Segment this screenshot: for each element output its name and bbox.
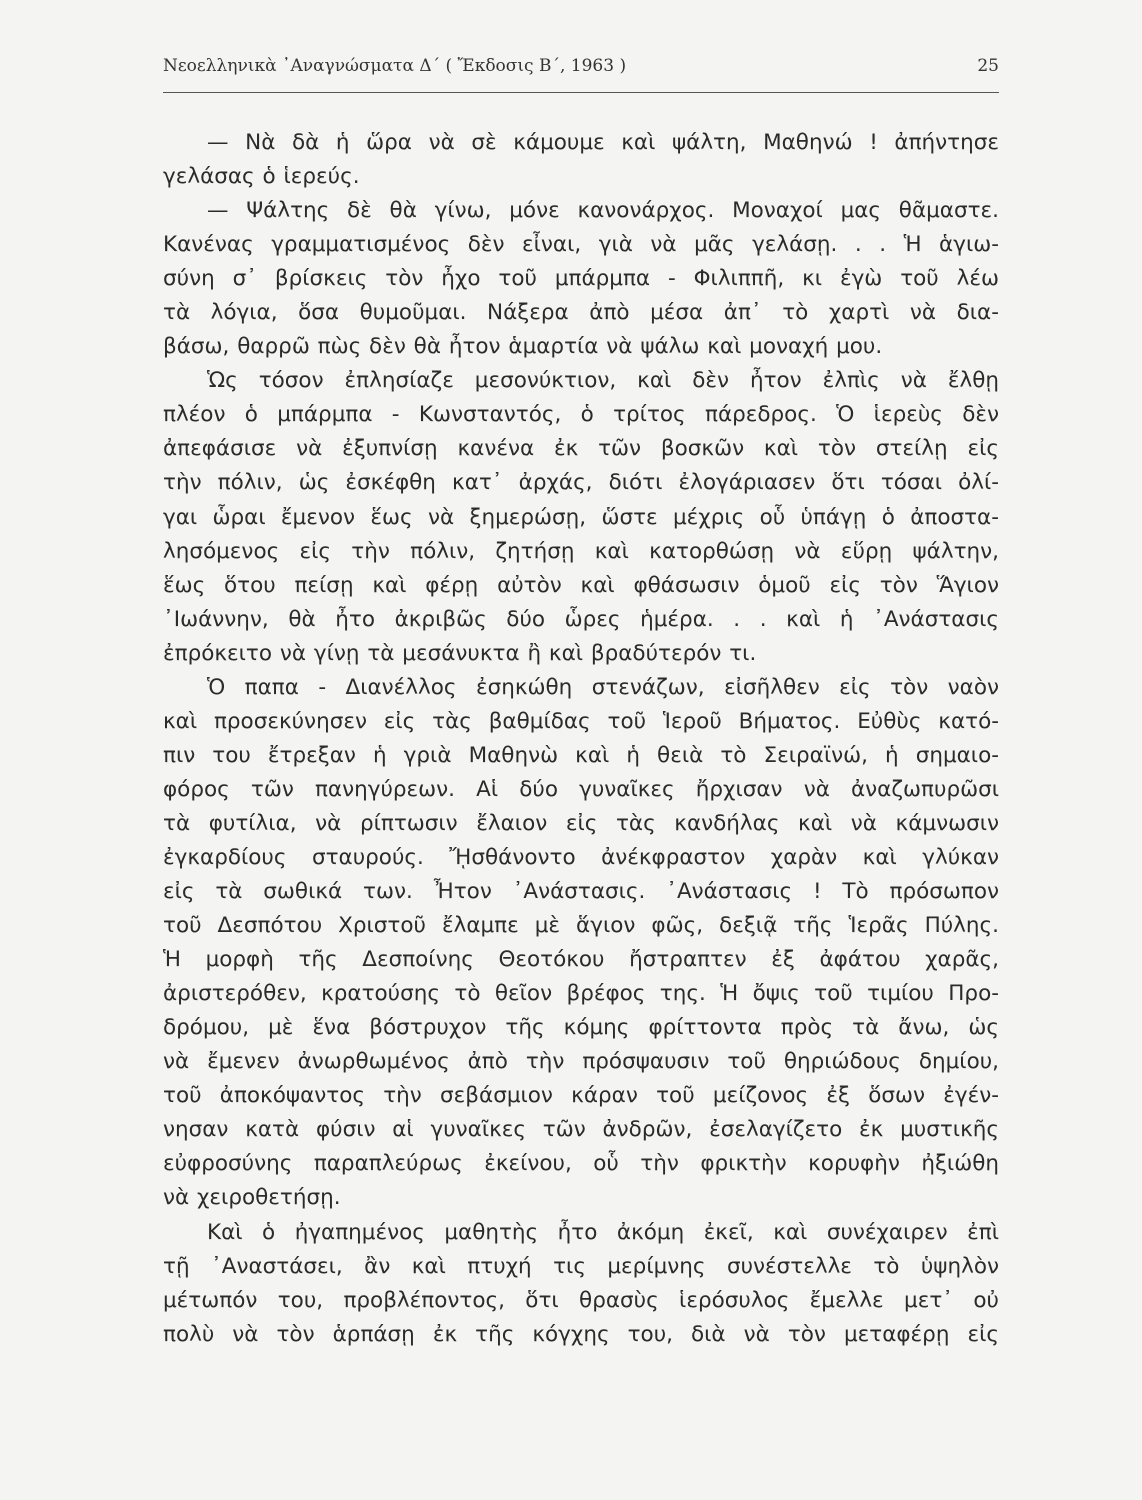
text-line: τὰ λόγια, ὅσα θυμοῦμαι. Νάξερα ἀπὸ μέσα ἀπ᾿ τὸ χαρτὶ νὰ δια- xyxy=(163,300,999,326)
running-head xyxy=(163,56,999,76)
text-line: ἐπρόκειτο νὰ γίνῃ τὰ μεσάνυκτα ἢ καὶ βραδύτερόν τι. xyxy=(163,640,757,666)
text-line: εὐφροσύνης παραπλεύρως ἐκείνου, οὗ τὴν φρικτὴν κορυφὴν ἠξιώθη xyxy=(163,1151,999,1177)
text-line: ἕως ὅτου πείσῃ καὶ φέρῃ αὐτὸν καὶ φθάσωσιν ὁμοῦ εἰς τὸν Ἅγιον xyxy=(163,572,999,598)
text-line: Ὁ παπα - Διανέλλος ἐσηκώθη στενάζων, εἰσῆλθεν εἰς τὸν ναὸν xyxy=(207,674,999,700)
text-line: φόρος τῶν πανηγύρεων. Αἱ δύο γυναῖκες ἤρχισαν νὰ ἀναζωπυρῶσι xyxy=(163,776,999,802)
text-line: τῇ ᾿Αναστάσει, ἂν καὶ πτυχή τις μερίμνης συνέστελλε τὸ ὑψηλὸν xyxy=(163,1253,999,1279)
text-line: τὰ φυτίλια, νὰ ρίπτωσιν ἔλαιον εἰς τὰς κανδήλας καὶ νὰ κάμνωσιν xyxy=(163,810,999,836)
text-line: τοῦ ἀποκόψαντος τὴν σεβάσμιον κάραν τοῦ μείζονος ἐξ ὅσων ἐγέν- xyxy=(163,1083,999,1109)
body-text xyxy=(163,126,999,1352)
text-line: ᾿Ιωάννην, θὰ ἦτο ἀκριβῶς δύο ὧρες ἡμέρα. . . καὶ ἡ ᾿Ανάστασις xyxy=(163,606,999,632)
text-line: δρόμου, μὲ ἕνα βόστρυχον τῆς κόμης φρίττοντα πρὸς τὰ ἄνω, ὡς xyxy=(163,1015,999,1041)
text-line: Κανένας γραμματισμένος δὲν εἶναι, γιὰ νὰ μᾶς γελάσῃ. . . Ἡ ἁγιω- xyxy=(163,232,999,258)
text-line: — Νὰ δὰ ἡ ὥρα νὰ σὲ κάμουμε καὶ ψάλτη, Μαθηνώ ! ἀπήντησε xyxy=(207,130,999,155)
text-line: ἐγκαρδίους σταυρούς. ᾜσθάνοντο ἀνέκφραστον χαρὰν καὶ γλύκαν xyxy=(163,844,999,870)
page-number: 25 xyxy=(977,56,999,76)
text-line: ἀριστερόθεν, κρατούσης τὸ θεῖον βρέφος της. Ἡ ὄψις τοῦ τιμίου Προ- xyxy=(163,981,999,1007)
text-line: τοῦ Δεσπότου Χριστοῦ ἔλαμπε μὲ ἅγιον φῶς, δεξιᾷ τῆς Ἱερᾶς Πύλης. xyxy=(163,913,999,939)
text-line: νησαν κατὰ φύσιν αἱ γυναῖκες τῶν ἀνδρῶν, ἐσελαγίζετο ἐκ μυστικῆς xyxy=(163,1117,999,1143)
running-title: Νεοελληνικὰ ᾿Αναγνώσματα Δ΄ ( Ἔκδοσις Β΄, 1963 ) xyxy=(163,56,627,76)
text-line: γελάσας ὁ ἱερεύς. xyxy=(163,164,360,190)
text-line: βάσω, θαρρῶ πὼς δὲν θὰ ἦτον ἁμαρτία νὰ ψάλω καὶ μοναχή μου. xyxy=(163,334,883,360)
text-line: πιν του ἔτρεξαν ἡ γριὰ Μαθηνὼ καὶ ἡ θειὰ τὸ Σειραϊνώ, ἡ σημαιο- xyxy=(163,742,999,768)
text-line: νὰ χειροθετήσῃ. xyxy=(163,1185,341,1211)
text-line: Ὡς τόσον ἐπλησίαζε μεσονύκτιον, καὶ δὲν ἦτον ἐλπὶς νὰ ἔλθῃ xyxy=(207,368,999,394)
text-line: πολὺ νὰ τὸν ἁρπάσῃ ἐκ τῆς κόγχης του, διὰ νὰ τὸν μεταφέρῃ εἰς xyxy=(163,1321,999,1347)
header-rule xyxy=(163,92,999,93)
text-line: νὰ ἔμενεν ἀνωρθωμένος ἀπὸ τὴν πρόσψαυσιν τοῦ θηριώδους δημίου, xyxy=(163,1049,999,1075)
text-line: εἰς τὰ σωθικά των. Ἦτον ᾿Ανάστασις. ᾿Ανάστασις ! Τὸ πρόσωπον xyxy=(163,879,999,905)
text-line: καὶ προσεκύνησεν εἰς τὰς βαθμίδας τοῦ Ἱεροῦ Βήματος. Εὐθὺς κατό- xyxy=(163,708,999,734)
text-line: τὴν πόλιν, ὡς ἐσκέφθη κατ᾿ ἀρχάς, διότι ἐλογάριασεν ὅτι τόσαι ὀλί- xyxy=(163,470,999,496)
text-line: λησόμενος εἰς τὴν πόλιν, ζητήσῃ καὶ κατορθώσῃ νὰ εὕρῃ ψάλτην, xyxy=(163,538,999,564)
text-line: Ἡ μορφὴ τῆς Δεσποίνης Θεοτόκου ἤστραπτεν ἐξ ἀφάτου χαρᾶς, xyxy=(163,947,999,973)
text-line: Καὶ ὁ ἠγαπημένος μαθητὴς ἦτο ἀκόμη ἐκεῖ, καὶ συνέχαιρεν ἐπὶ xyxy=(207,1219,999,1245)
text-line: πλέον ὁ μπάρμπα - Κωνσταντός, ὁ τρίτος πάρεδρος. Ὁ ἱερεὺς δὲν xyxy=(163,402,999,428)
text-line: μέτωπόν του, προβλέποντος, ὅτι θρασὺς ἱερόσυλος ἔμελλε μετ᾿ οὐ xyxy=(163,1287,999,1313)
text-line: — Ψάλτης δὲ θὰ γίνω, μόνε κανονάρχος. Μοναχοί μας θᾶμαστε. xyxy=(207,198,999,224)
text-line: ἀπεφάσισε νὰ ἐξυπνίσῃ κανένα ἐκ τῶν βοσκῶν καὶ τὸν στείλῃ εἰς xyxy=(163,436,999,462)
text-line: σύνη σ᾿ βρίσκεις τὸν ἦχο τοῦ μπάρμπα - Φιλιππῆ, κι ἐγὼ τοῦ λέω xyxy=(163,266,999,292)
text-line: γαι ὧραι ἔμενον ἕως νὰ ξημερώσῃ, ὥστε μέχρις οὗ ὑπάγῃ ὁ ἀποστα- xyxy=(163,504,999,530)
